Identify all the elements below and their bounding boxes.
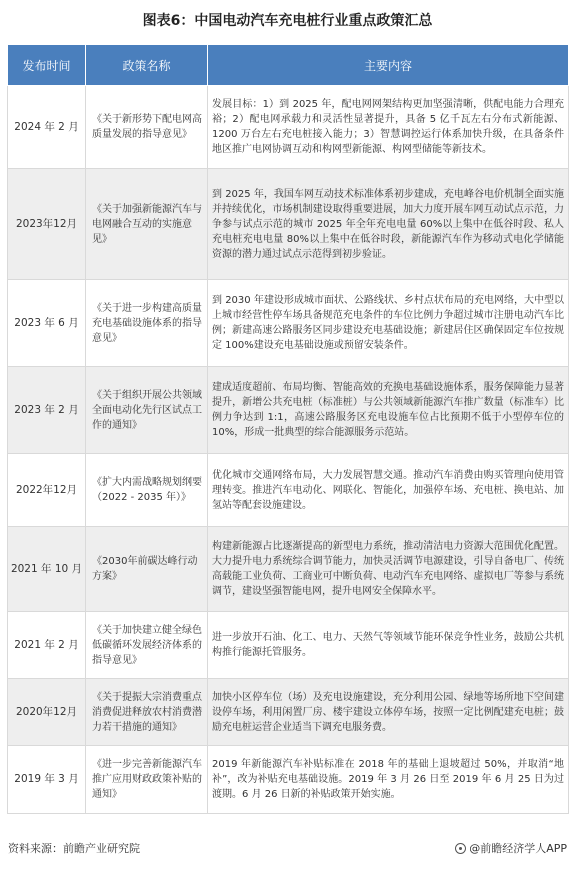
policy-table xyxy=(7,44,569,814)
row-policy-name: 《关于提振大宗消费重点消费促进释放农村消费潜力若干措施的通知》 xyxy=(86,679,208,746)
table-row xyxy=(8,169,569,280)
header-policy-name: 政策名称 xyxy=(86,45,208,86)
row-date: 2020年12月 xyxy=(8,679,86,746)
table-row xyxy=(8,612,569,679)
row-date: 2023年12月 xyxy=(8,169,86,280)
row-date: 2022年12月 xyxy=(8,454,86,527)
row-date: 2023 年 2 月 xyxy=(8,367,86,454)
row-date: 2023 年 6 月 xyxy=(8,280,86,367)
row-date: 2021 年 2 月 xyxy=(8,612,86,679)
row-content: 2019 年新能源汽车补贴标准在 2018 年的基础上退坡超过 50%，并取消“地补”，改为补贴充电基础设施。2019 年 3 月 26 日至 2019 年 6 月 25 日为过渡期。6 月 26 日新的补贴政策开始实施。 xyxy=(208,746,569,814)
brand-text: @前瞻经济学人APP xyxy=(469,842,567,855)
row-content: 优化城市交通网络布局，大力发展智慧交通。推动汽车消费由购买管理向使用管理转变。推进汽车电动化、网联化、智能化，加强停车场、充电桩、换电站、加氢站等配套设施建设。 xyxy=(208,454,569,527)
header-date: 发布时间 xyxy=(8,45,86,86)
header-content: 主要内容 xyxy=(208,45,569,86)
table-row xyxy=(8,280,569,367)
row-policy-name: 《关于加强新能源汽车与电网融合互动的实施意见》 xyxy=(86,169,208,280)
table-row xyxy=(8,367,569,454)
row-policy-name: 《扩大内需战略规划纲要（2022 - 2035 年）》 xyxy=(86,454,208,527)
table-row xyxy=(8,454,569,527)
row-content: 建成适度超前、布局均衡、智能高效的充换电基础设施体系，服务保障能力显著提升，新增公共充电桩（标准桩）与公共领域新能源汽车推广数量（标准车）比例力争达到 1:1，高速公路服务区充电设施车位占比预期不低于小型停车位的 10%，形成一批典型的综合能源服务示范站。 xyxy=(208,367,569,454)
row-content: 发展目标：1）到 2025 年，配电网网架结构更加坚强清晰，供配电能力合理充裕；2）配电网承载力和灵活性显著提升，具备 5 亿千瓦左右分布式新能源、1200 万台左右充电桩接入能力；3）智慧调控运行体系加快升级，在具备条件地区推广电网协调互动和构网型新能源、构网型储能等新技术。 xyxy=(208,86,569,169)
page-title: 图表6：中国电动汽车充电桩行业重点政策汇总 xyxy=(142,13,433,29)
row-content: 进一步放开石油、化工、电力、天然气等领域节能环保竞争性业务，鼓励公共机构推行能源托管服务。 xyxy=(208,612,569,679)
table-row xyxy=(8,679,569,746)
row-policy-name: 《进一步完善新能源汽车推广应用财政政策补贴的通知》 xyxy=(86,746,208,814)
row-date: 2021 年 10 月 xyxy=(8,527,86,612)
table-row xyxy=(8,746,569,814)
table-row xyxy=(8,527,569,612)
row-policy-name: 《关于新形势下配电网高质量发展的指导意见》 xyxy=(86,86,208,169)
row-content: 到 2025 年，我国车网互动技术标准体系初步建成，充电峰谷电价机制全面实施并持续优化，市场机制建设取得重要进展，加大力度开展车网互动试点示范，力争参与试点示范的城市 2025 年全年充电电量 60%以上集中在低谷时段、私人充电桩充电电量 80%以上集中在低谷时段，新能源汽车作为移动式电化学储能资源的潜力通过试点示范得到初步验证。 xyxy=(208,169,569,280)
row-policy-name: 《关于组织开展公共领域全面电动化先行区试点工作的通知》 xyxy=(86,367,208,454)
table-header-row xyxy=(8,45,569,86)
row-policy-name: 《关于加快建立健全绿色低碳循环发展经济体系的指导意见》 xyxy=(86,612,208,679)
brand-logo-icon xyxy=(455,843,466,854)
row-content: 到 2030 年建设形成城市面状、公路线状、乡村点状布局的充电网络，大中型以上城市经营性停车场具备规范充电条件的车位比例力争超过城市注册电动汽车比例；新建高速公路服务区同步建设充电基础设施；新建居住区确保固定车位按规定 100%建设充电基础设施或预留安装条件。 xyxy=(208,280,569,367)
brand-credit xyxy=(455,840,567,856)
row-policy-name: 《2030年前碳达峰行动方案》 xyxy=(86,527,208,612)
row-policy-name: 《关于进一步构建高质量充电基础设施体系的指导意见》 xyxy=(86,280,208,367)
row-content: 构建新能源占比逐渐提高的新型电力系统，推动清洁电力资源大范围优化配置。大力提升电力系统综合调节能力，加快灵活调节电源建设，引导自备电厂、传统高载能工业负荷、工商业可中断负荷、电动汽车充电网络、虚拟电厂等参与系统调节，建设坚强智能电网，提升电网安全保障水平。 xyxy=(208,527,569,612)
row-content: 加快小区停车位（场）及充电设施建设，充分利用公园、绿地等场所地下空间建设停车场，利用闲置厂房、楼宇建设立体停车场，按照一定比例配建充电桩；鼓励充电桩运营企业适当下调充电服务费。 xyxy=(208,679,569,746)
table-row xyxy=(8,86,569,169)
source-note: 资料来源：前瞻产业研究院 xyxy=(8,842,140,855)
row-date: 2024 年 2 月 xyxy=(8,86,86,169)
row-date: 2019 年 3 月 xyxy=(8,746,86,814)
